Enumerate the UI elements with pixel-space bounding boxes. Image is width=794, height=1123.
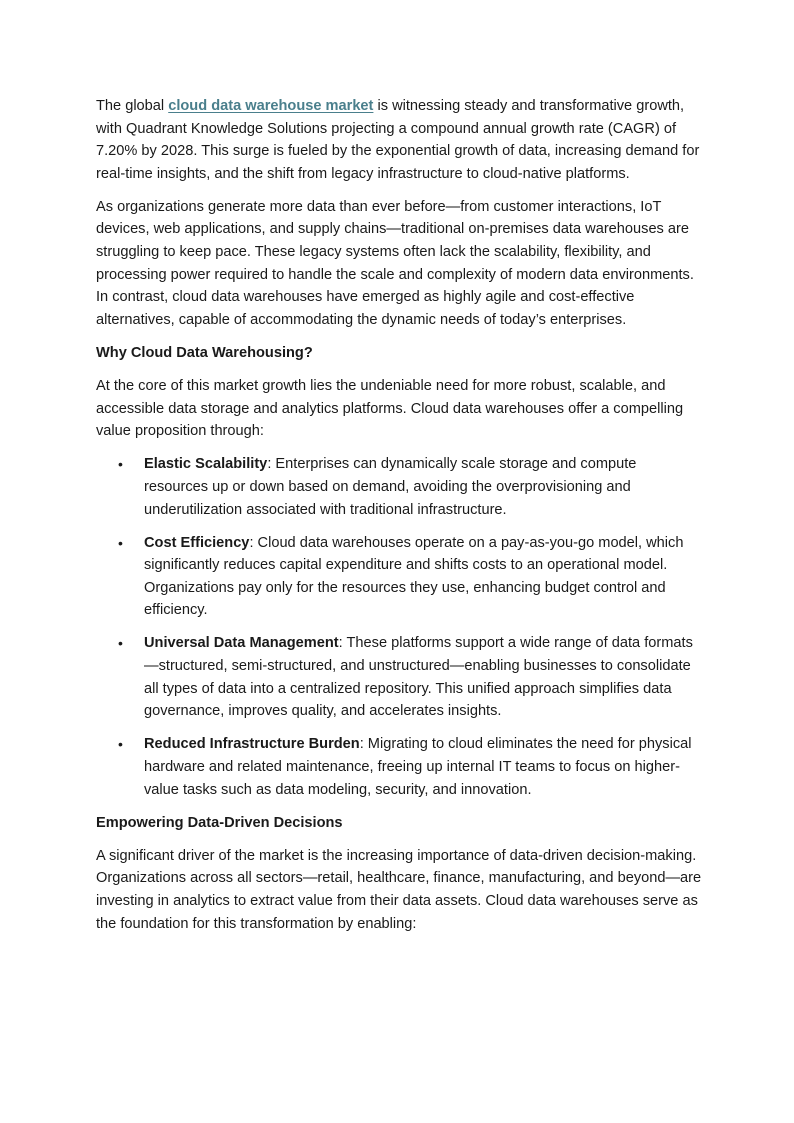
document-body — [96, 95, 702, 946]
intro-suffix: is witnessing steady and transformative growth, with Quadrant Knowledge Solutions projecting a compound annual growth rate (CAGR) of 7.20% by 2028. This surge is fueled by the exponential growth of data, increasing demand for real-time insights, and the shift from legacy infrastructure to cloud-native platforms. — [96, 98, 700, 182]
list-item — [96, 733, 702, 801]
bullet-text: : Cloud data warehouses operate on a pay-as-you-go model, which significantly reduces capital expenditure and shifts costs to an operational model. Organizations pay only for the resources they use, enhancing budget control and efficiency. — [144, 534, 684, 619]
bullet-term: Cost Efficiency — [144, 534, 250, 551]
why-cloud-heading: Why Cloud Data Warehousing? — [96, 344, 313, 361]
empowering-intro: A significant driver of the market is the increasing importance of data-driven decision-making. Organizations across all sectors—retail, healthcare, finance, manufacturing, and beyond—are investing in analytics to extract value from their data assets. Cloud data warehouses serve as the foundation for this transformation by enabling: — [96, 847, 702, 932]
bullet-icon: • — [118, 534, 123, 551]
bullet-term: Elastic Scalability — [144, 456, 268, 473]
bullet-icon: • — [118, 736, 123, 753]
bullet-text: : These platforms support a wide range of data formats—structured, semi-structured, and unstructured—enabling businesses to consolidate all types of data into a centralized repository. This unified approach simplifies data governance, improves quality, and accelerates insights. — [144, 635, 693, 720]
bullet-icon: • — [118, 456, 123, 473]
list-item — [96, 632, 702, 722]
benefits-list — [96, 453, 702, 801]
organizations-paragraph: As organizations generate more data than ever before—from customer interactions, IoT devices, web applications, and supply chains—traditional on-premises data warehouses are struggling to keep pace. These legacy systems often lack the scalability, flexibility, and processing power required to handle the scale and complexity of modern data environments. In contrast, cloud data warehouses have emerged as highly agile and cost-effective alternatives, capable of accommodating the dynamic needs of today’s enterprises. — [96, 198, 694, 328]
list-item — [96, 453, 702, 521]
intro-prefix: The global — [96, 98, 169, 114]
bullet-icon: • — [118, 635, 123, 652]
cloud-data-warehouse-market-link[interactable]: cloud data warehouse market — [168, 98, 374, 114]
bullet-term: Reduced Infrastructure Burden — [144, 736, 360, 753]
intro-paragraph — [96, 95, 702, 185]
list-item — [96, 532, 702, 622]
bullet-text: : Migrating to cloud eliminates the need for physical hardware and related maintenance, freeing up internal IT teams to focus on higher-value tasks such as data modeling, security, and innovation. — [144, 736, 692, 798]
bullet-text: : Enterprises can dynamically scale storage and compute resources up or down based on demand, avoiding the overprovisioning and underutilization associated with traditional infrastructure. — [144, 456, 637, 518]
bullet-term: Universal Data Management — [144, 635, 339, 652]
empowering-heading: Empowering Data-Driven Decisions — [96, 814, 343, 831]
why-cloud-intro: At the core of this market growth lies the undeniable need for more robust, scalable, and accessible data storage and analytics platforms. Cloud data warehouses offer a compelling value proposition through: — [96, 378, 684, 440]
